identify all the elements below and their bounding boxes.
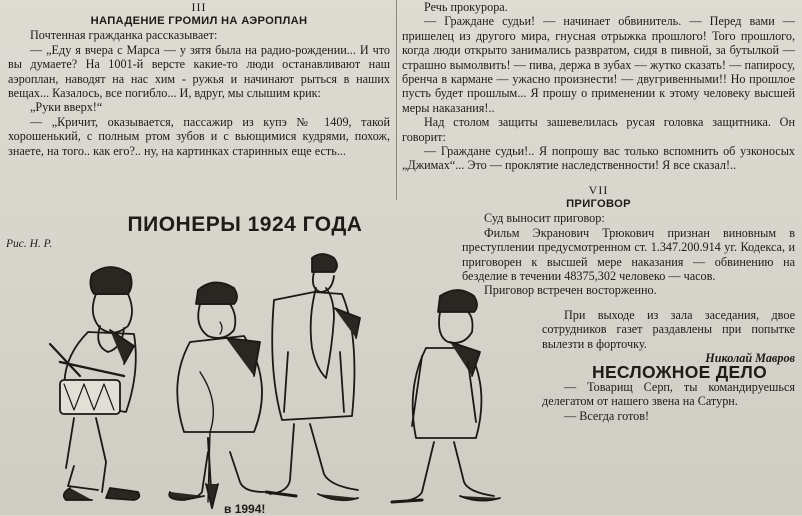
verdict-block: [462, 211, 795, 297]
verdict-body: Фильм Экранович Трюкович признан виновным в преступлении предусмотренном ст. 1.347.200.914 уг. Кодекса, и приговорен к высшей мере наказания — обвинению на безделие в течении 48375,302 человеко — часов.: [462, 225, 795, 283]
elder-with-umbrella-figure: [169, 282, 264, 508]
author-signature: Николай Мавров: [705, 350, 795, 365]
right-column: [402, 0, 795, 423]
drummer-figure: [50, 267, 139, 500]
section-number-3: III: [191, 0, 207, 14]
verdict-reaction: Приговор встречен восторженно.: [484, 283, 657, 298]
exit-paragraph: При выходе из зала заседания, двое сотрудников газет раздавлены при попытке вылезти в форточку.: [542, 307, 795, 351]
paragraph: — „Кричит, оказывается, пассажир из купэ № 1409, такой хорошенький, с полным ртом зубов и с вьющимися кудрями, похож, знаете, на того.. как его?.. ну, на картинках старинных еще есть...: [8, 114, 390, 158]
cartoon-credit: Рис. Н. Р.: [6, 238, 53, 250]
bearded-pioneer-figure: [266, 254, 360, 500]
paragraph: Почтенная гражданка рассказывает:: [30, 28, 218, 43]
paragraph: „Руки вверх!“: [30, 100, 103, 115]
paragraph: — Граждане судьи!.. Я попрошу вас только вспомнить об узконосых „Джимах“... Это — проклятие наследственности! Я все сказал!..: [402, 144, 795, 173]
prosecutor-speech-label: Речь прокурора.: [424, 0, 508, 14]
section-number-7: VII: [588, 182, 609, 197]
section-heading-attack: НАПАДЕНИЕ ГРОМИЛ НА АЭРОПЛАН: [90, 15, 308, 27]
paragraph: — „Еду я вчера с Марса — у зятя была на радио-рождении... И что вы думаете? На 1001-й версте какие-то люди останавливают наш аэроплан, наводят на нас хим - ружья и начинают рыться в наших вещах... Казалось, все погибло... И, вдруг, мы слышим крик:: [8, 42, 390, 101]
section-heading-verdict: ПРИГОВОР: [566, 197, 631, 210]
paragraph: — Граждане судьи! — начинает обвинитель. — Перед вами — пришелец из другого мира, гнусная отрыжка прошлого! Того прошлого, когда люди открыто занимались развратом, сидя в пивной, за бутылкой — страшно вымолвить! — пива, держа в зубах — жутко сказать! — папиросу, бренча в кармане — ужасно произнести! — двугривенными!! Но прошлое пусть будет прошлым... Я прошу о применении к этому человеку высшей меры наказания!..: [402, 14, 795, 115]
dialog-line: — Товарищ Серп, ты командируешься делегатом от нашего звена на Сатурн.: [542, 379, 795, 409]
cartoon-title: ПИОНЕРЫ 1924 ГОДА: [127, 213, 363, 236]
dialog-line: — Всегда готов!: [564, 408, 650, 423]
paragraph: Над столом защиты зашевелилась русая головка защитника. Он говорит:: [402, 115, 795, 144]
left-column: [8, 0, 390, 158]
column-rule: [396, 0, 397, 200]
verdict-intro: Суд выносит приговор:: [484, 211, 605, 226]
cartoon-caption: в 1994!: [224, 502, 266, 516]
article-headline: НЕСЛОЖНОЕ ДЕЛО: [592, 362, 768, 383]
